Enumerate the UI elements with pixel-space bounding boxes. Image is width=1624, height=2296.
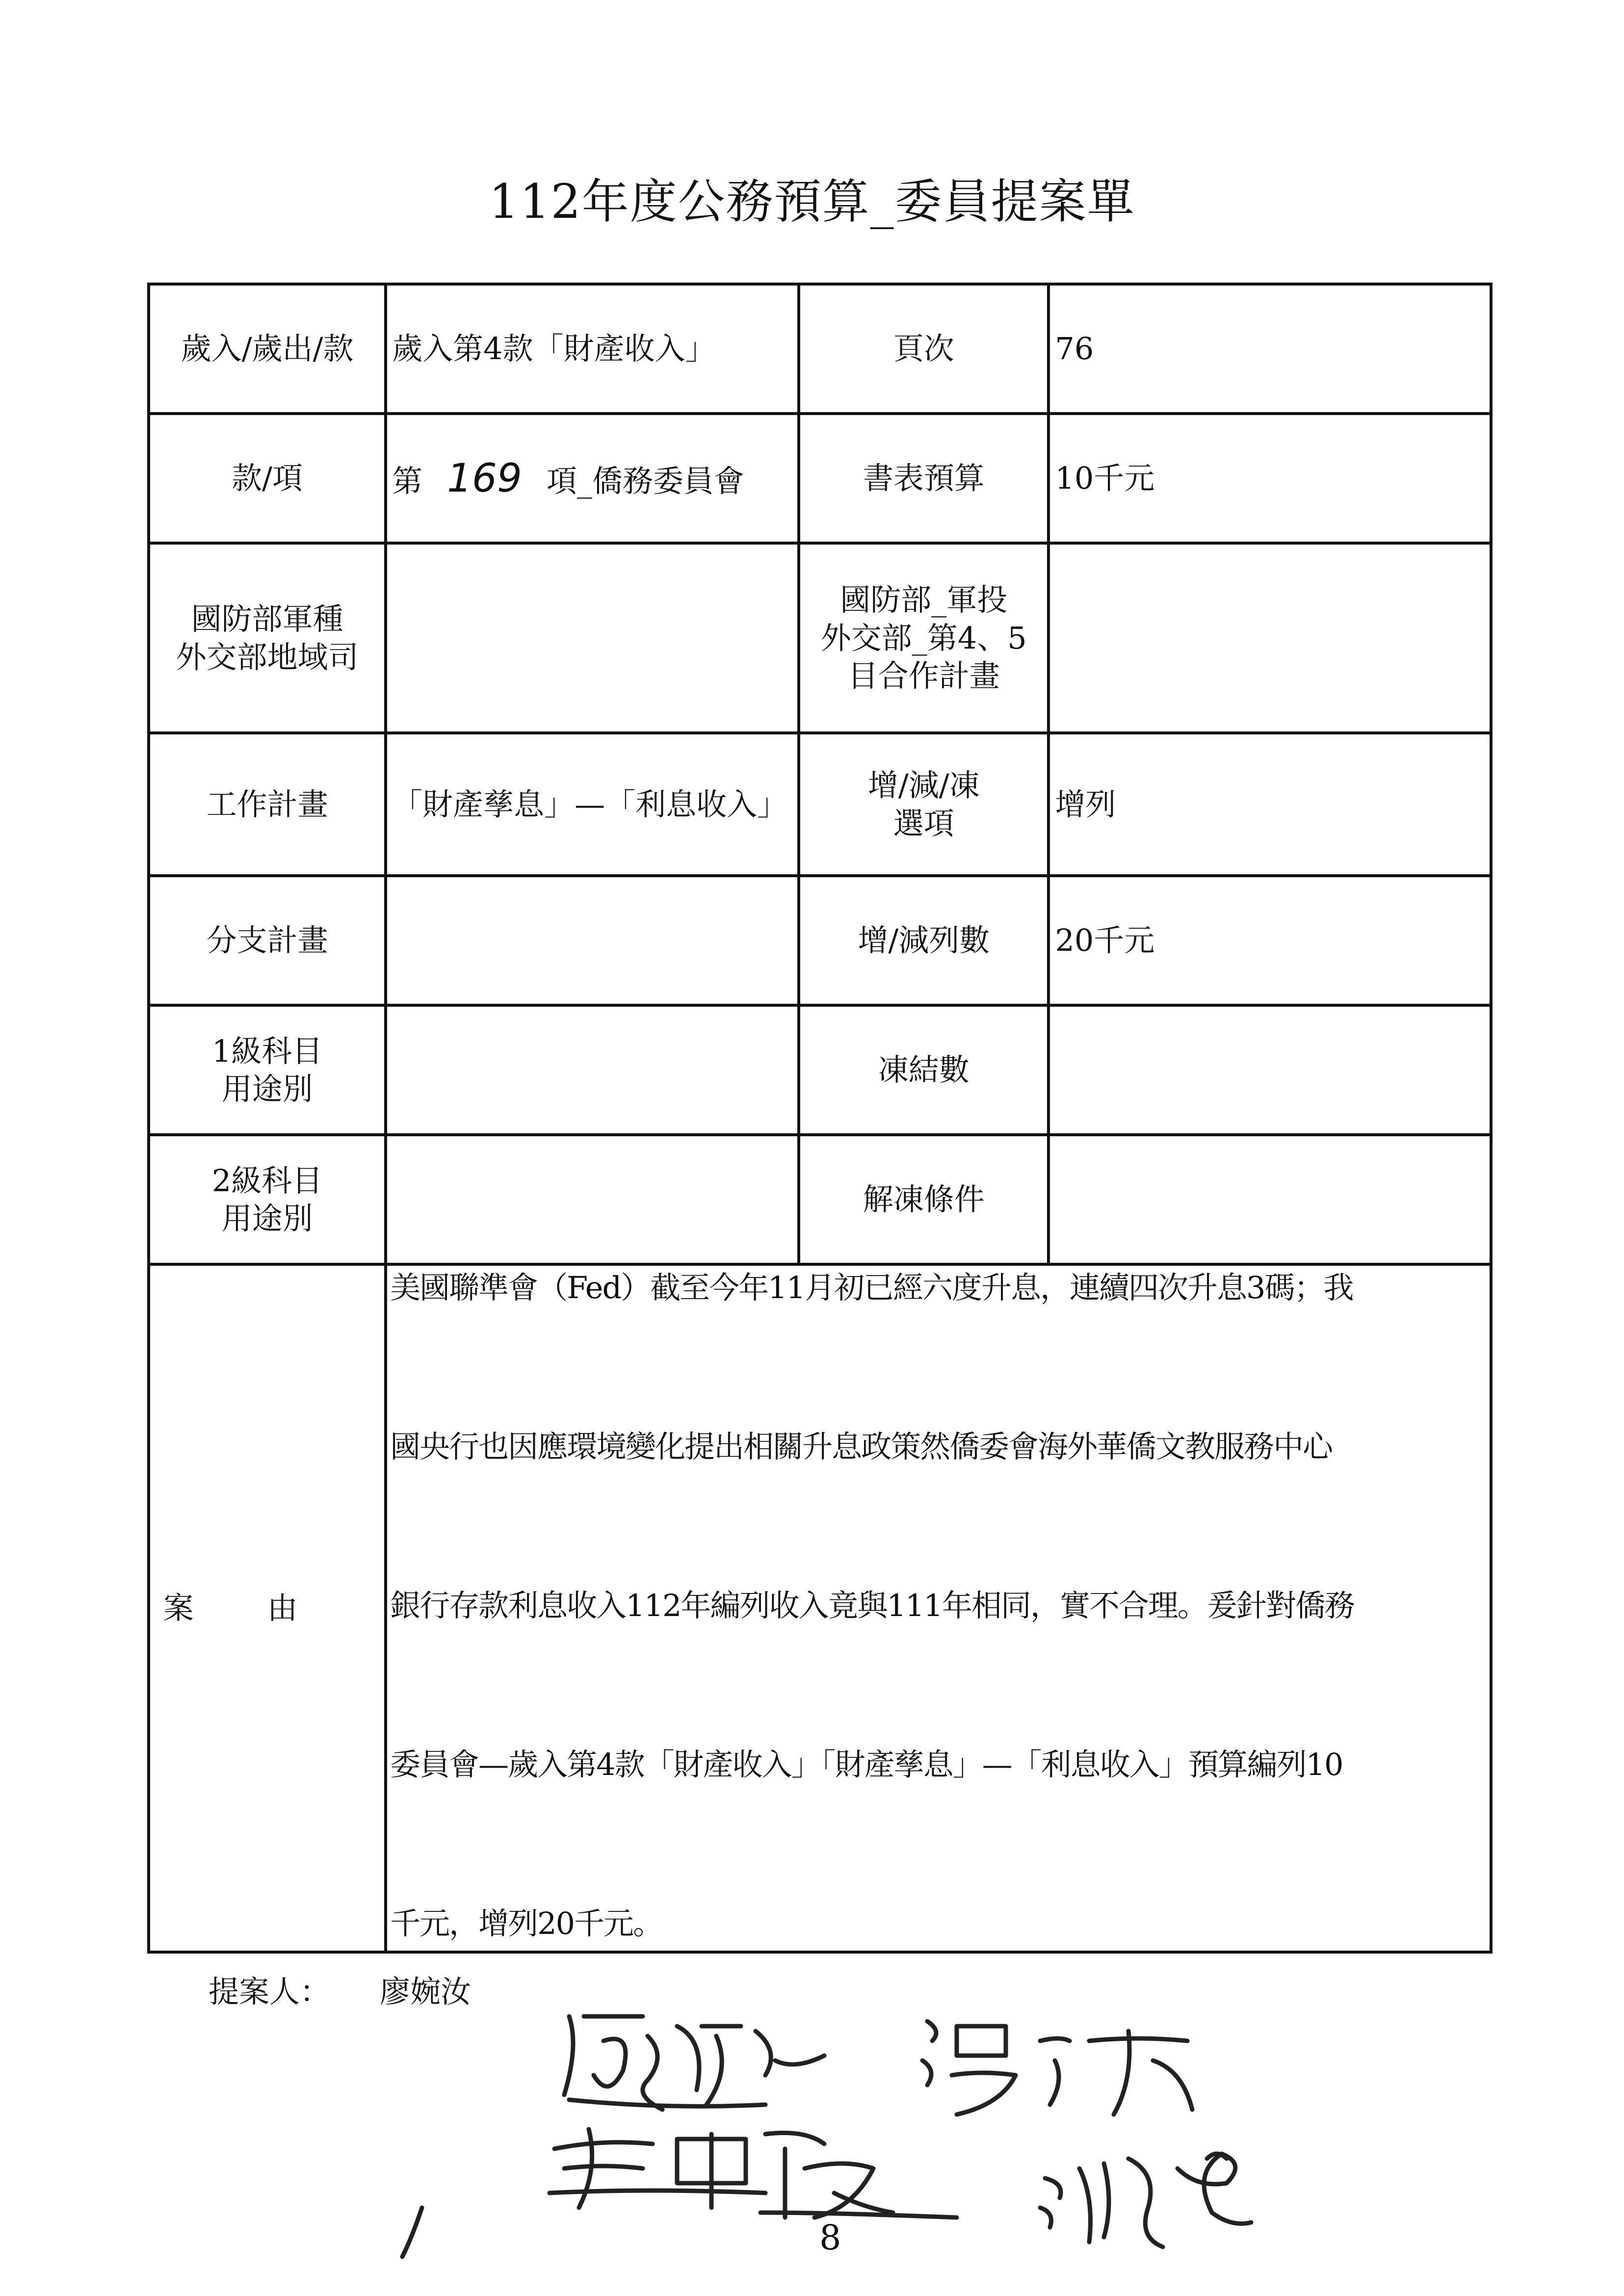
field-label: 款/項 <box>149 414 386 543</box>
label-line: 國防部軍種 <box>191 601 343 637</box>
field-label: 書表預算 <box>799 414 1048 543</box>
value-prefix: 第 <box>392 463 423 499</box>
proposer-name: 廖婉汝 <box>380 1974 471 2009</box>
label-line: 外交部_第4、5 <box>820 620 1027 656</box>
reason-line: 美國聯準會（Fed）截至今年11月初已經六度升息，連續四次升息3碼；我 <box>390 1270 1353 1305</box>
label-line: 增/減/凍 <box>867 767 980 803</box>
field-value: 歲入第4款「財產收入」 <box>386 284 799 414</box>
field-value: 「財產孳息」—「利息收入」 <box>386 733 799 876</box>
reason-line: 銀行存款利息收入112年編列收入竟與111年相同，實不合理。爰針對僑務 <box>390 1588 1354 1623</box>
handwritten-number: 169 <box>447 455 522 501</box>
field-label: 凍結數 <box>799 1005 1048 1135</box>
field-label: 解凍條件 <box>799 1135 1048 1264</box>
label-line: 目合作計畫 <box>847 658 1000 694</box>
label-line: 選項 <box>893 805 954 841</box>
label-line: 用途別 <box>221 1071 313 1107</box>
field-label: 工作計畫 <box>149 733 386 876</box>
pen-mark <box>402 2208 422 2257</box>
field-label: 分支計畫 <box>149 876 386 1005</box>
field-value: 增列 <box>1048 733 1491 876</box>
label-line: 外交部地域司 <box>176 639 359 675</box>
label-line: 用途別 <box>221 1200 313 1236</box>
label-line: 2級科目 <box>211 1162 323 1199</box>
reason-line: 千元，增列20千元。 <box>390 1905 663 1941</box>
field-value: 10千元 <box>1048 414 1491 543</box>
value-suffix: 項_僑務委員會 <box>546 463 744 499</box>
page-title: 112年度公務預算_委員提案單 <box>489 174 1135 229</box>
signature-2 <box>922 2021 1192 2114</box>
field-value: 20千元 <box>1048 876 1491 1005</box>
signature-3 <box>550 2129 957 2218</box>
label-line: 1級科目 <box>211 1033 323 1069</box>
reason-line: 國央行也因應環境變化提出相關升息政策然僑委會海外華僑文教服務中心 <box>390 1429 1333 1464</box>
label-line: 國防部_軍投 <box>840 582 1008 618</box>
reason-label: 案由 <box>149 1264 386 1952</box>
signature-4 <box>1040 2154 1251 2247</box>
proposer-label: 提案人： <box>209 1974 331 2009</box>
field-label: 歲入/歲出/款 <box>149 284 386 414</box>
reason-line: 委員會—歲入第4款「財產收入」「財產孳息」—「利息收入」預算編列10 <box>390 1747 1343 1782</box>
field-label: 頁次 <box>799 284 1048 414</box>
page-number: 8 <box>819 2218 841 2258</box>
field-value: 76 <box>1048 284 1491 414</box>
field-label: 增/減列數 <box>799 876 1048 1005</box>
signature-1 <box>564 2016 824 2110</box>
